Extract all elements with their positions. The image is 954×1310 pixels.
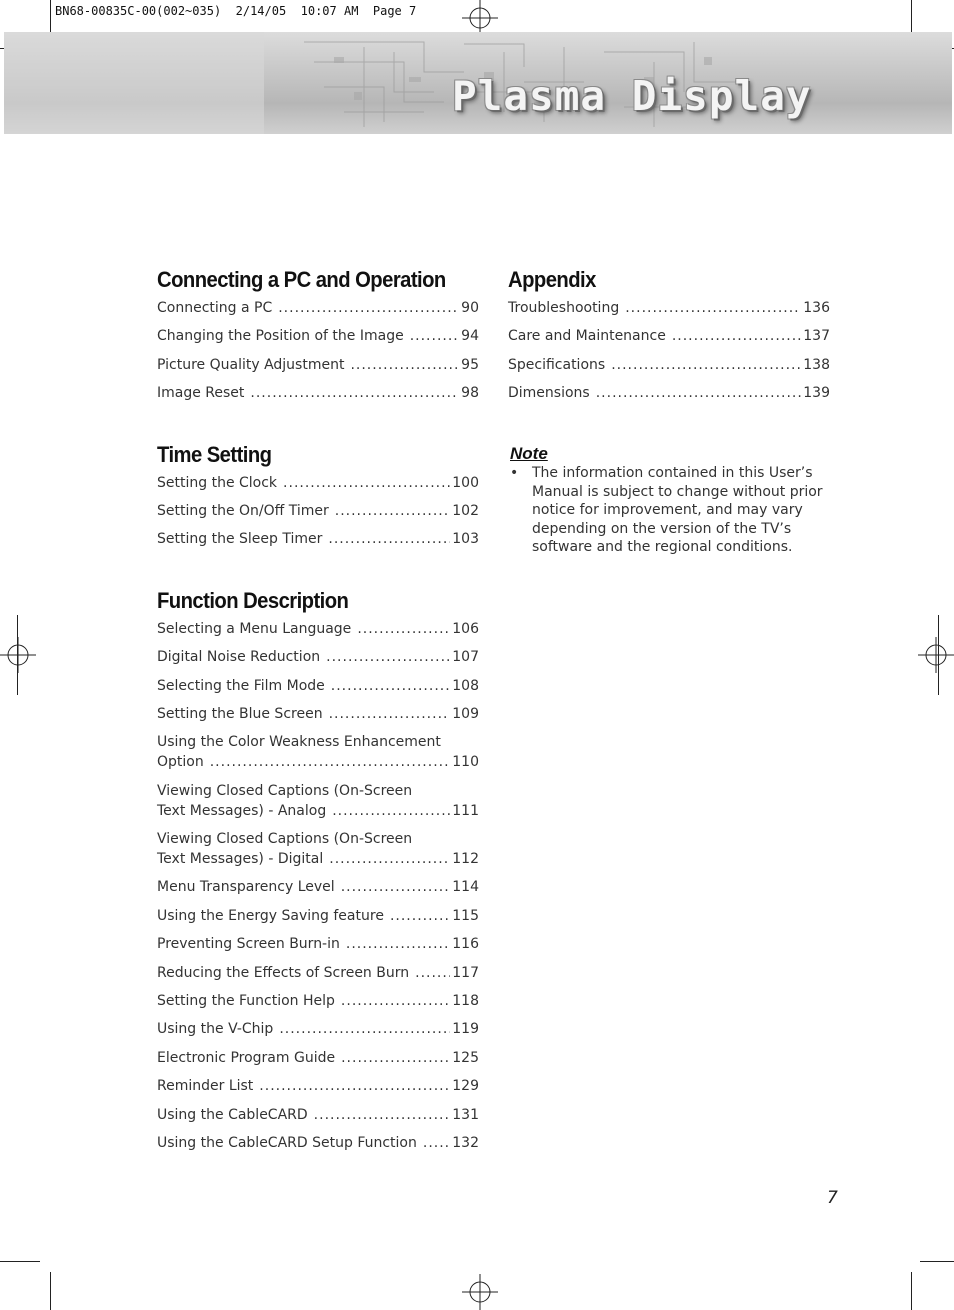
toc-entry-title: Specifications — [508, 356, 606, 373]
dot-leader — [335, 501, 451, 521]
crop-mark — [911, 1272, 912, 1310]
registration-mark-icon — [918, 637, 954, 673]
toc-entry[interactable] — [157, 355, 479, 375]
dot-leader — [328, 529, 450, 549]
toc-entry-title: Connecting a PC — [157, 300, 273, 316]
toc-entry-page: 95 — [461, 356, 479, 373]
toc-entry-title: Using the Energy Saving feature — [157, 907, 384, 924]
toc-entry-title: Using the CableCARD Setup Function — [157, 1134, 417, 1151]
toc-entry-page: 136 — [803, 300, 830, 316]
dot-leader — [390, 906, 450, 926]
registration-mark-icon — [462, 1274, 498, 1310]
toc-entry-row — [157, 704, 479, 724]
toc-entry-row — [157, 619, 479, 639]
toc-entry-title: Menu Transparency Level — [157, 879, 335, 896]
section-gap — [157, 412, 479, 437]
toc-entry-title: Dimensions — [508, 385, 590, 402]
toc-entry-row — [157, 906, 479, 926]
note-heading: Note — [510, 444, 548, 464]
dot-leader — [341, 991, 450, 1011]
dot-leader — [357, 619, 450, 639]
note-text: The information contained in this User’s Manual is subject to change without prior notice for improvement, and may vary depending on the version of the TV’s software and the regional conditions. — [532, 465, 823, 556]
toc-entry-page: 110 — [452, 754, 479, 771]
dot-leader — [341, 877, 451, 897]
toc-entry[interactable] — [508, 355, 830, 375]
toc-entry-row — [157, 529, 479, 549]
toc-entry-page: 119 — [452, 1021, 479, 1038]
toc-entry[interactable] — [157, 473, 479, 493]
toc-right-column — [508, 262, 830, 557]
toc-entry-title: Digital Noise Reduction — [157, 649, 321, 666]
section-heading: Function Description — [157, 587, 349, 613]
dot-leader — [346, 934, 450, 954]
toc-entry[interactable] — [157, 704, 479, 724]
crop-mark — [17, 615, 18, 695]
toc-entry[interactable] — [157, 1019, 479, 1039]
toc-entry-row — [157, 383, 479, 403]
toc-entry[interactable] — [157, 1048, 479, 1068]
toc-entry[interactable] — [508, 383, 830, 403]
toc-entry-row — [157, 1133, 479, 1153]
toc-entry-row — [157, 355, 479, 375]
toc-entry[interactable] — [508, 298, 830, 318]
dot-leader — [279, 1019, 450, 1039]
dot-leader — [341, 1048, 450, 1068]
toc-entry-title-line: Viewing Closed Captions (On-Screen — [157, 782, 413, 799]
toc-entry-page: 132 — [452, 1134, 479, 1151]
toc-entry[interactable] — [157, 934, 479, 954]
toc-entry[interactable] — [157, 1076, 479, 1096]
toc-list — [157, 298, 479, 403]
toc-entry[interactable] — [157, 619, 479, 639]
toc-entry-page: 129 — [452, 1078, 479, 1095]
toc-entry-row — [157, 934, 479, 954]
dot-leader — [331, 676, 451, 696]
toc-entry-page: 139 — [803, 385, 830, 402]
registration-mark-icon — [462, 0, 498, 36]
dot-leader — [672, 326, 801, 346]
toc-entry-page: 106 — [452, 620, 479, 637]
toc-entry-title: Option — [157, 754, 204, 771]
toc-left-column — [157, 262, 479, 1161]
dot-leader — [625, 298, 801, 318]
toc-entry-page: 103 — [452, 531, 479, 548]
toc-entry[interactable] — [157, 991, 479, 1011]
toc-list — [157, 473, 479, 550]
note-text-block — [508, 464, 842, 557]
toc-entry[interactable] — [157, 781, 479, 821]
dot-leader — [329, 849, 450, 869]
toc-entry-page: 131 — [452, 1106, 479, 1123]
toc-entry-row — [157, 676, 479, 696]
toc-entry-page: 112 — [452, 851, 479, 868]
toc-entry-page: 114 — [452, 879, 479, 896]
toc-entry-title: Text Messages) - Digital — [157, 851, 324, 868]
toc-entry[interactable] — [157, 1105, 479, 1125]
toc-entry[interactable] — [508, 326, 830, 346]
toc-list — [508, 298, 830, 403]
toc-entry[interactable] — [157, 529, 479, 549]
toc-entry-row — [508, 298, 830, 318]
toc-entry[interactable] — [157, 326, 479, 346]
toc-entry-row — [157, 752, 479, 772]
toc-entry-row — [157, 298, 479, 318]
toc-entry-title: Setting the Function Help — [157, 993, 335, 1010]
toc-entry-title: Setting the On/Off Timer — [157, 502, 329, 519]
toc-entry-page: 107 — [452, 649, 479, 666]
toc-entry[interactable] — [157, 877, 479, 897]
dot-leader — [314, 1105, 451, 1125]
toc-entry-row — [157, 473, 479, 493]
toc-entry[interactable] — [157, 676, 479, 696]
toc-entry-page: 108 — [452, 677, 479, 694]
toc-entry-page: 102 — [452, 502, 479, 519]
dot-leader — [332, 801, 450, 821]
toc-entry[interactable] — [157, 1133, 479, 1153]
dot-leader — [350, 355, 459, 375]
toc-entry[interactable] — [157, 732, 479, 772]
bullet-icon: • — [510, 465, 519, 482]
toc-entry-row — [157, 801, 479, 821]
toc-entry-title: Electronic Program Guide — [157, 1049, 336, 1066]
toc-entry-row — [157, 326, 479, 346]
dot-leader — [410, 326, 459, 346]
dot-leader — [326, 647, 450, 667]
toc-entry-title: Setting the Clock — [157, 474, 278, 491]
toc-entry-page: 117 — [452, 964, 479, 981]
toc-entry-page: 94 — [461, 328, 479, 345]
toc-entry-row — [157, 877, 479, 897]
toc-entry-title: Setting the Blue Screen — [157, 705, 323, 722]
toc-entry-title: Using the V-Chip — [157, 1021, 274, 1038]
toc-entry-title-line: Viewing Closed Captions (On-Screen — [157, 831, 413, 848]
header-banner — [4, 32, 952, 134]
toc-entry-title: Reminder List — [157, 1078, 254, 1095]
toc-entry-title-line: Using the Color Weakness Enhancement — [157, 734, 441, 751]
toc-entry-title: Using the CableCARD — [157, 1106, 308, 1123]
dot-leader — [596, 383, 802, 403]
crop-mark — [920, 1261, 954, 1262]
toc-entry[interactable] — [157, 829, 479, 869]
toc-entry-row — [508, 383, 830, 403]
toc-entry-page: 125 — [452, 1049, 479, 1066]
toc-entry[interactable] — [157, 383, 479, 403]
toc-entry-title: Preventing Screen Burn-in — [157, 936, 340, 953]
section-heading: Connecting a PC and Operation — [157, 267, 446, 292]
toc-entry-page: 90 — [461, 300, 479, 316]
dot-leader — [259, 1076, 450, 1096]
toc-entry-page: 137 — [803, 328, 830, 345]
toc-entry[interactable] — [157, 647, 479, 667]
toc-entry-page: 98 — [461, 385, 479, 402]
toc-entry-row — [157, 1076, 479, 1096]
toc-entry-row — [508, 355, 830, 375]
toc-entry-page: 111 — [452, 802, 479, 819]
dot-leader — [611, 355, 801, 375]
toc-entry-row — [508, 326, 830, 346]
toc-entry-title: Selecting a Menu Language — [157, 620, 352, 637]
dot-leader — [250, 383, 459, 403]
dot-leader — [329, 704, 451, 724]
dot-leader — [415, 963, 450, 983]
toc-entry-title: Setting the Sleep Timer — [157, 531, 323, 548]
toc-entry-row — [157, 1105, 479, 1125]
toc-entry-row — [157, 1048, 479, 1068]
crop-mark — [50, 1272, 51, 1310]
dot-leader — [283, 473, 450, 493]
toc-entry-title: Troubleshooting — [508, 300, 620, 316]
toc-entry-title: Selecting the Film Mode — [157, 677, 325, 694]
toc-entry-page: 116 — [452, 936, 479, 953]
dot-leader — [423, 1133, 450, 1153]
section-heading: Appendix — [508, 267, 596, 292]
toc-entry-title: Image Reset — [157, 385, 245, 402]
toc-entry[interactable] — [157, 906, 479, 926]
toc-entry-row — [157, 501, 479, 521]
toc-entry-page: 138 — [803, 356, 830, 373]
toc-entry[interactable] — [157, 298, 479, 318]
toc-entry-title: Text Messages) - Analog — [157, 802, 327, 819]
toc-entry-row — [157, 963, 479, 983]
print-slug: BN68-00835C-00(002~035) 2/14/05 10:07 AM Page 7 — [55, 4, 417, 18]
toc-entry[interactable] — [157, 963, 479, 983]
toc-entry-title: Reducing the Effects of Screen Burn — [157, 964, 410, 981]
banner-title: Plasma Display — [452, 72, 812, 120]
toc-entry-page: 100 — [452, 474, 479, 491]
toc-entry-page: 118 — [452, 993, 479, 1010]
toc-entry[interactable] — [157, 501, 479, 521]
toc-entry-title: Care and Maintenance — [508, 328, 666, 345]
toc-entry-row — [157, 1019, 479, 1039]
toc-entry-page: 109 — [452, 705, 479, 722]
toc-entry-row — [157, 991, 479, 1011]
toc-entry-title: Changing the Position of the Image — [157, 328, 404, 345]
toc-entry-row — [157, 647, 479, 667]
registration-mark-icon — [0, 637, 36, 673]
toc-entry-row — [157, 849, 479, 869]
section-gap — [157, 558, 479, 583]
toc-entry-page: 115 — [452, 907, 479, 924]
section-heading: Time Setting — [157, 441, 272, 467]
dot-leader — [278, 298, 459, 318]
page-number: 7 — [827, 1188, 838, 1208]
crop-mark — [0, 1261, 40, 1262]
toc-entry-title: Picture Quality Adjustment — [157, 356, 345, 373]
toc-list — [157, 619, 479, 1153]
dot-leader — [210, 752, 451, 772]
crop-mark — [938, 615, 939, 695]
